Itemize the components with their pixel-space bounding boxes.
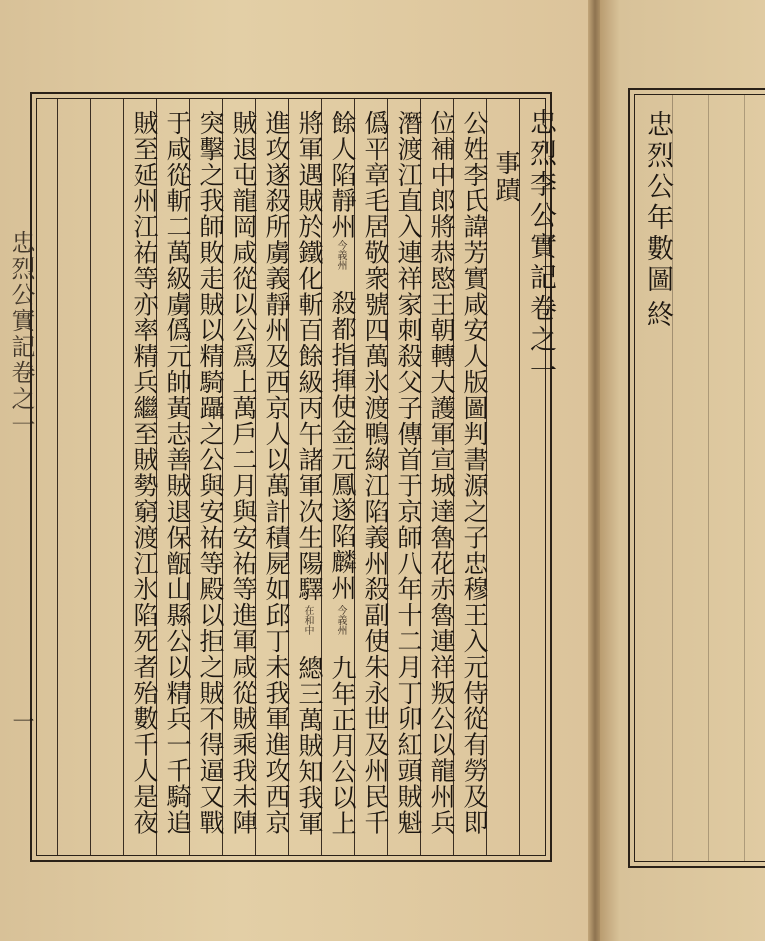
section-heading: 事蹟 [492, 150, 521, 204]
text-column-5c: 九年正月公以上 [328, 655, 357, 837]
folio-number: 一 [9, 710, 34, 734]
text-column-5b: 殺都指揮使金元鳳遂陷麟州 [328, 290, 357, 601]
text-column-7: 進攻遂殺所虜義靜州及西京人以萬計積屍如邱丁未我軍進攻西京 [262, 110, 291, 836]
end-mark: 終 [642, 300, 673, 329]
text-column-10: 于咸從斬二萬級虜僞元帥黃志善賊退保甑山縣公以精兵一千騎追 [163, 110, 192, 836]
right-page [600, 0, 765, 941]
text-column-6a: 將軍遇賊於鐵化斬百餘級丙午諸軍次生陽驛 [295, 110, 324, 603]
text-column-8: 賊退屯龍岡咸從以公爲上萬戶二月與安祐等進軍咸從賊乘我未陣 [229, 110, 258, 836]
text-column-3: 潛渡江直入連祥家刺殺父子傳首于京師八年十二月丁卯紅頭賊魁 [394, 110, 423, 836]
text-column-1: 公姓李氏諱芳實咸安人版圖判書源之子忠穆王入元侍從有勞及即 [460, 110, 489, 836]
margin-label: 忠烈公實記卷之一 [7, 230, 35, 438]
annotation-1: 今義州 [335, 240, 346, 270]
text-column-4: 僞平章毛居敬衆號四萬氷渡鴨綠江陷義州殺副使朱永世及州民千 [361, 110, 390, 836]
text-column-5a: 餘人陷靜州 [328, 110, 357, 240]
annotation-2: 今義州 [335, 605, 346, 635]
right-title: 忠烈公年數圖 [642, 110, 673, 296]
text-column-6b: 總三萬賊知我軍 [295, 655, 324, 837]
text-column-11: 賊至延州江祐等亦率精兵繼至賊勢窮渡江氷陷死者殆數千人是夜 [130, 110, 159, 836]
text-column-2: 位補中郎將恭愍王朝轉大護軍宣城達魯花赤魯連祥叛公以龍州兵 [427, 110, 456, 836]
annotation-3: 在和中 [302, 605, 313, 635]
text-column-9: 突擊之我師敗走賊以精騎躡之公與安祐等殿以拒之賊不得逼又戰 [196, 110, 225, 836]
chapter-title: 忠烈李公實記卷之一 [525, 108, 556, 387]
